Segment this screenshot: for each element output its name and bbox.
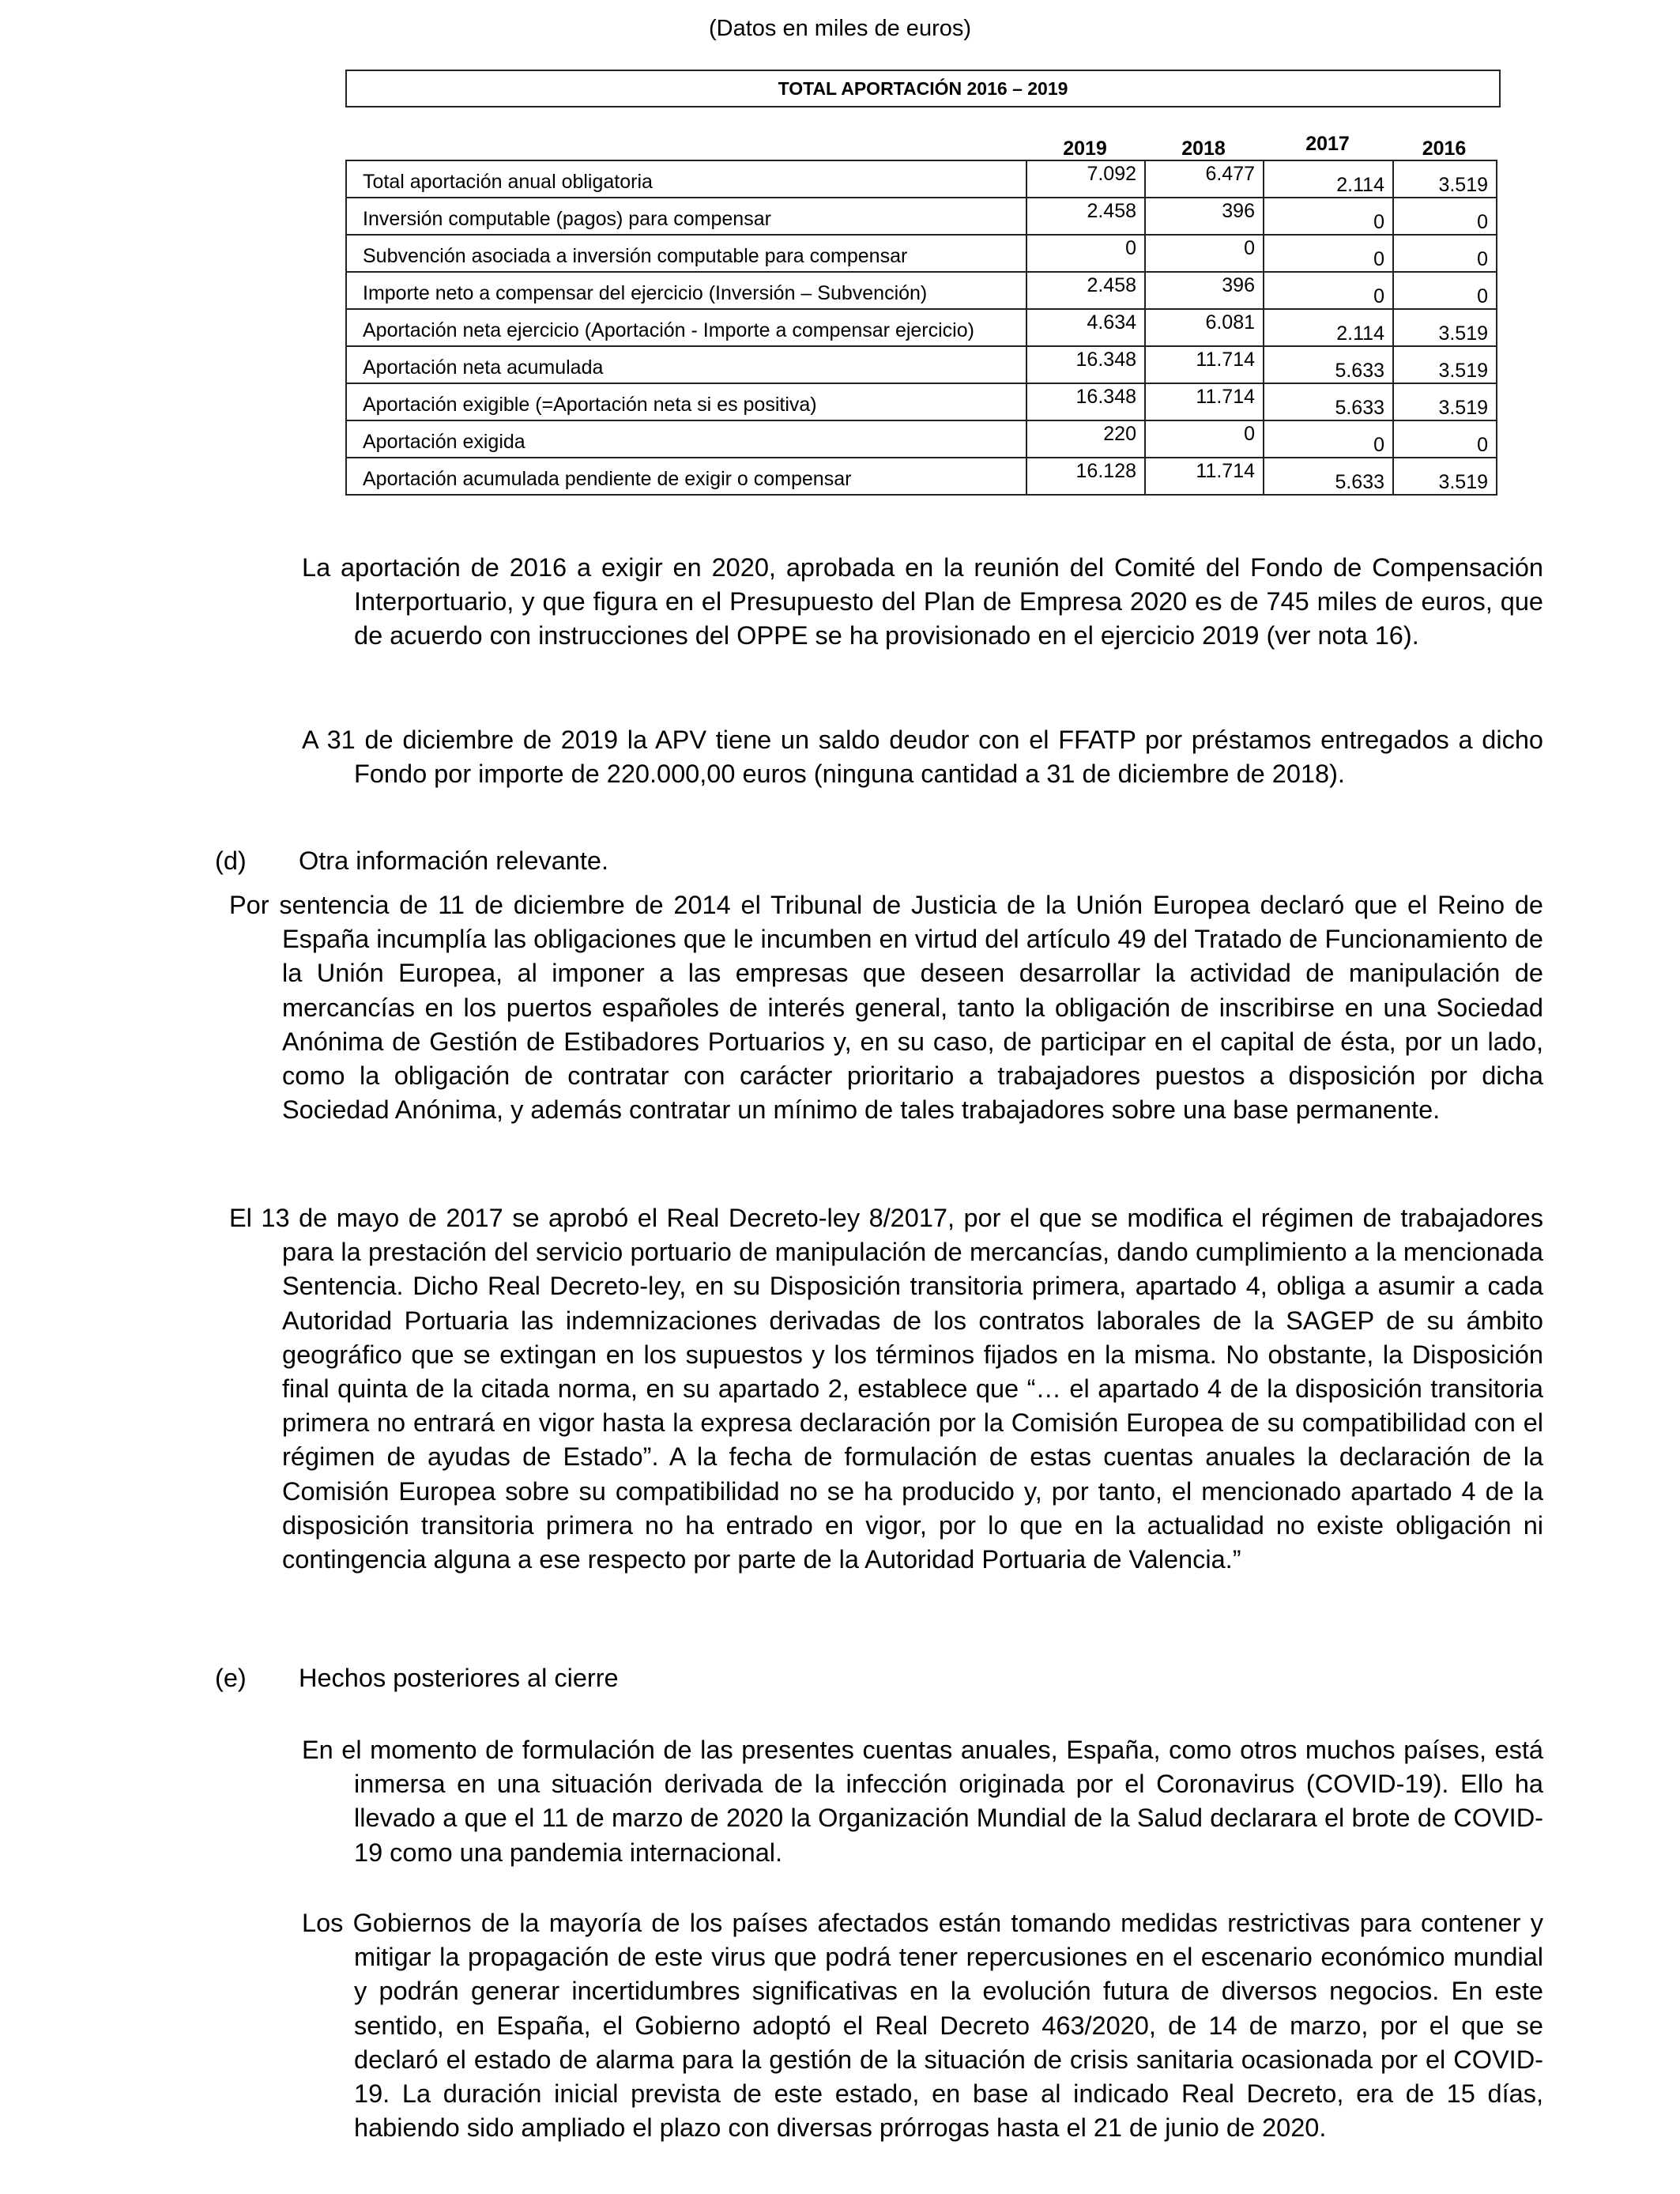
cell-value-2019: 220 [1026,420,1145,458]
table-row [346,309,1497,346]
units-note: (Datos en miles de euros) [708,16,972,41]
table-row [346,198,1497,235]
row-label: Total aportación anual obligatoria [346,160,1026,198]
cell-value-2019: 4.634 [1026,309,1145,346]
cell-value-2017: 2.114 [1264,309,1393,346]
cell-value-2018: 11.714 [1145,346,1264,383]
paragraph-governments: Los Gobiernos de la mayoría de los países afectados están tomando medidas restrictivas para contener y mitigar la propagación de este virus que podrá tener repercusiones en el escenario económico mundial y podrán generar incertidumbres significativas en la evolución futura de diversos negocios. En este sentido, en España, el Gobierno adoptó el Real Decreto 463/2020, de 14 de marzo, por el que se declaró el estado de alarma para la gestión de la situación de crisis sanitaria ocasionada por el COVID-19. La duración inicial prevista de este estado, en base al indicado Real Decreto, era de 15 días, habiendo sido ampliado el plazo con diversas prórrogas hasta el 21 de junio de 2020. [302,1909,1543,2143]
cell-value-2017: 0 [1264,235,1393,272]
cell-value-2017: 0 [1264,420,1393,458]
cell-value-2018: 0 [1145,420,1264,458]
year-header: 2019 [1063,138,1107,160]
row-label: Aportación acumulada pendiente de exigir o compensar [346,458,1026,495]
cell-value-2017: 5.633 [1264,458,1393,495]
table-row [346,383,1497,420]
cell-value-2016: 0 [1393,198,1497,235]
section-heading: Otra información relevante. [299,846,608,875]
cell-value-2018: 11.714 [1145,458,1264,495]
cell-value-2017: 0 [1264,272,1393,309]
section-letter: (d) [215,846,247,875]
cell-value-2019: 16.348 [1026,346,1145,383]
contribution-table [345,160,1497,496]
table-row [346,160,1497,198]
row-label: Subvención asociada a inversión computable para compensar [346,235,1026,272]
cell-value-2016: 0 [1393,420,1497,458]
cell-value-2018: 6.081 [1145,309,1264,346]
cell-value-2018: 6.477 [1145,160,1264,198]
cell-value-2016: 3.519 [1393,309,1497,346]
row-label: Inversión computable (pagos) para compensar [346,198,1026,235]
row-label: Importe neto a compensar del ejercicio (Inversión – Subvención) [346,272,1026,309]
paragraph-royal-decree: El 13 de mayo de 2017 se aprobó el Real Decreto-ley 8/2017, por el que se modifica el régimen de trabajadores para la prestación del servicio portuario de manipulación de mercancías, dando cumplimiento a la mencionada Sentencia. Dicho Real Decreto-ley, en su Disposición transitoria primera, apartado 4, obliga a asumir a cada Autoridad Portuaria las indemnizaciones derivadas de los contratos laborales de la SAGEP de su ámbito geográfico que se extingan en los supuestos y los términos fijados en la misma. No obstante, la Disposición final quinta de la citada norma, en su apartado 2, establece que “… el apartado 4 de la disposición transitoria primera no entrará en vigor hasta la expresa declaración por la Comisión Europea de su compatibilidad con el régimen de ayudas de Estado”. A la fecha de formulación de estas cuentas anuales la declaración de la Comisión Europea sobre su compatibilidad no se ha producido y, por tanto, el mencionado apartado 4 de la disposición transitoria primera no ha entrado en vigor, por lo que en la actualidad no existe obligación ni contingencia alguna a ese respecto por parte de la Autoridad Portuaria de Valencia.” [229,1204,1543,1574]
cell-value-2019: 16.128 [1026,458,1145,495]
cell-value-2016: 3.519 [1393,160,1497,198]
row-label: Aportación neta acumulada [346,346,1026,383]
paragraph-covid: En el momento de formulación de las presentes cuentas anuales, España, como otros muchos países, está inmersa en una situación derivada de la infección originada por el Coronavirus (COVID-19). Ello ha llevado a que el 11 de marzo de 2020 la Organización Mundial de la Salud declarara el brote de COVID-19 como una pandemia internacional. [302,1736,1543,1867]
paragraph-contribution-2016: La aportación de 2016 a exigir en 2020, aprobada en la reunión del Comité del Fondo de Compensación Interportuario, y que figura en el Presupuesto del Plan de Empresa 2020 es de 745 miles de euros, que de acuerdo con instrucciones del OPPE se ha provisionado en el ejercicio 2019 (ver nota 16). [302,553,1543,650]
row-label: Aportación neta ejercicio (Aportación - Importe a compensar ejercicio) [346,309,1026,346]
paragraph-eu-ruling: Por sentencia de 11 de diciembre de 2014 el Tribunal de Justicia de la Unión Europea declaró que el Reino de España incumplía las obligaciones que le incumben en virtud del artículo 49 del Tratado de Funcionamiento de la Unión Europea, al imponer a las empresas que deseen desarrollar la actividad de manipulación de mercancías en los puertos españoles de interés general, tanto la obligación de inscribirse en una Sociedad Anónima de Gestión de Estibadores Portuarios y, en su caso, de participar en el capital de ésta, por un lado, como la obligación de contratar con carácter prioritario a trabajadores puestos a disposición por dicha Sociedad Anónima, y además contratar un mínimo de tales trabajadores sobre una base permanente. [229,891,1543,1125]
table-row [346,235,1497,272]
cell-value-2017: 5.633 [1264,346,1393,383]
cell-value-2018: 11.714 [1145,383,1264,420]
table-row [346,420,1497,458]
row-label: Aportación exigible (=Aportación neta si es positiva) [346,383,1026,420]
year-header: 2017 [1305,133,1350,155]
section-d [215,844,1558,878]
year-header: 2016 [1422,138,1467,160]
section-e [215,1661,1558,1695]
cell-value-2019: 2.458 [1026,198,1145,235]
table-year-headers [1026,133,1496,160]
cell-value-2016: 3.519 [1393,458,1497,495]
cell-value-2019: 0 [1026,235,1145,272]
cell-value-2016: 0 [1393,272,1497,309]
section-letter: (e) [215,1664,247,1692]
row-label: Aportación exigida [346,420,1026,458]
cell-value-2019: 2.458 [1026,272,1145,309]
table-row [346,458,1497,495]
cell-value-2016: 3.519 [1393,346,1497,383]
cell-value-2017: 2.114 [1264,160,1393,198]
cell-value-2018: 0 [1145,235,1264,272]
year-header: 2018 [1181,138,1226,160]
cell-value-2016: 3.519 [1393,383,1497,420]
cell-value-2017: 5.633 [1264,383,1393,420]
cell-value-2017: 0 [1264,198,1393,235]
table-row [346,346,1497,383]
section-heading: Hechos posteriores al cierre [299,1664,619,1692]
table-row [346,272,1497,309]
cell-value-2016: 0 [1393,235,1497,272]
cell-value-2019: 16.348 [1026,383,1145,420]
cell-value-2018: 396 [1145,272,1264,309]
table-title: TOTAL APORTACIÓN 2016 – 2019 [345,70,1501,107]
paragraph-ffatp-balance: A 31 de diciembre de 2019 la APV tiene un saldo deudor con el FFATP por préstamos entregados a dicho Fondo por importe de 220.000,00 euros (ninguna cantidad a 31 de diciembre de 2018). [302,726,1543,789]
cell-value-2018: 396 [1145,198,1264,235]
cell-value-2019: 7.092 [1026,160,1145,198]
